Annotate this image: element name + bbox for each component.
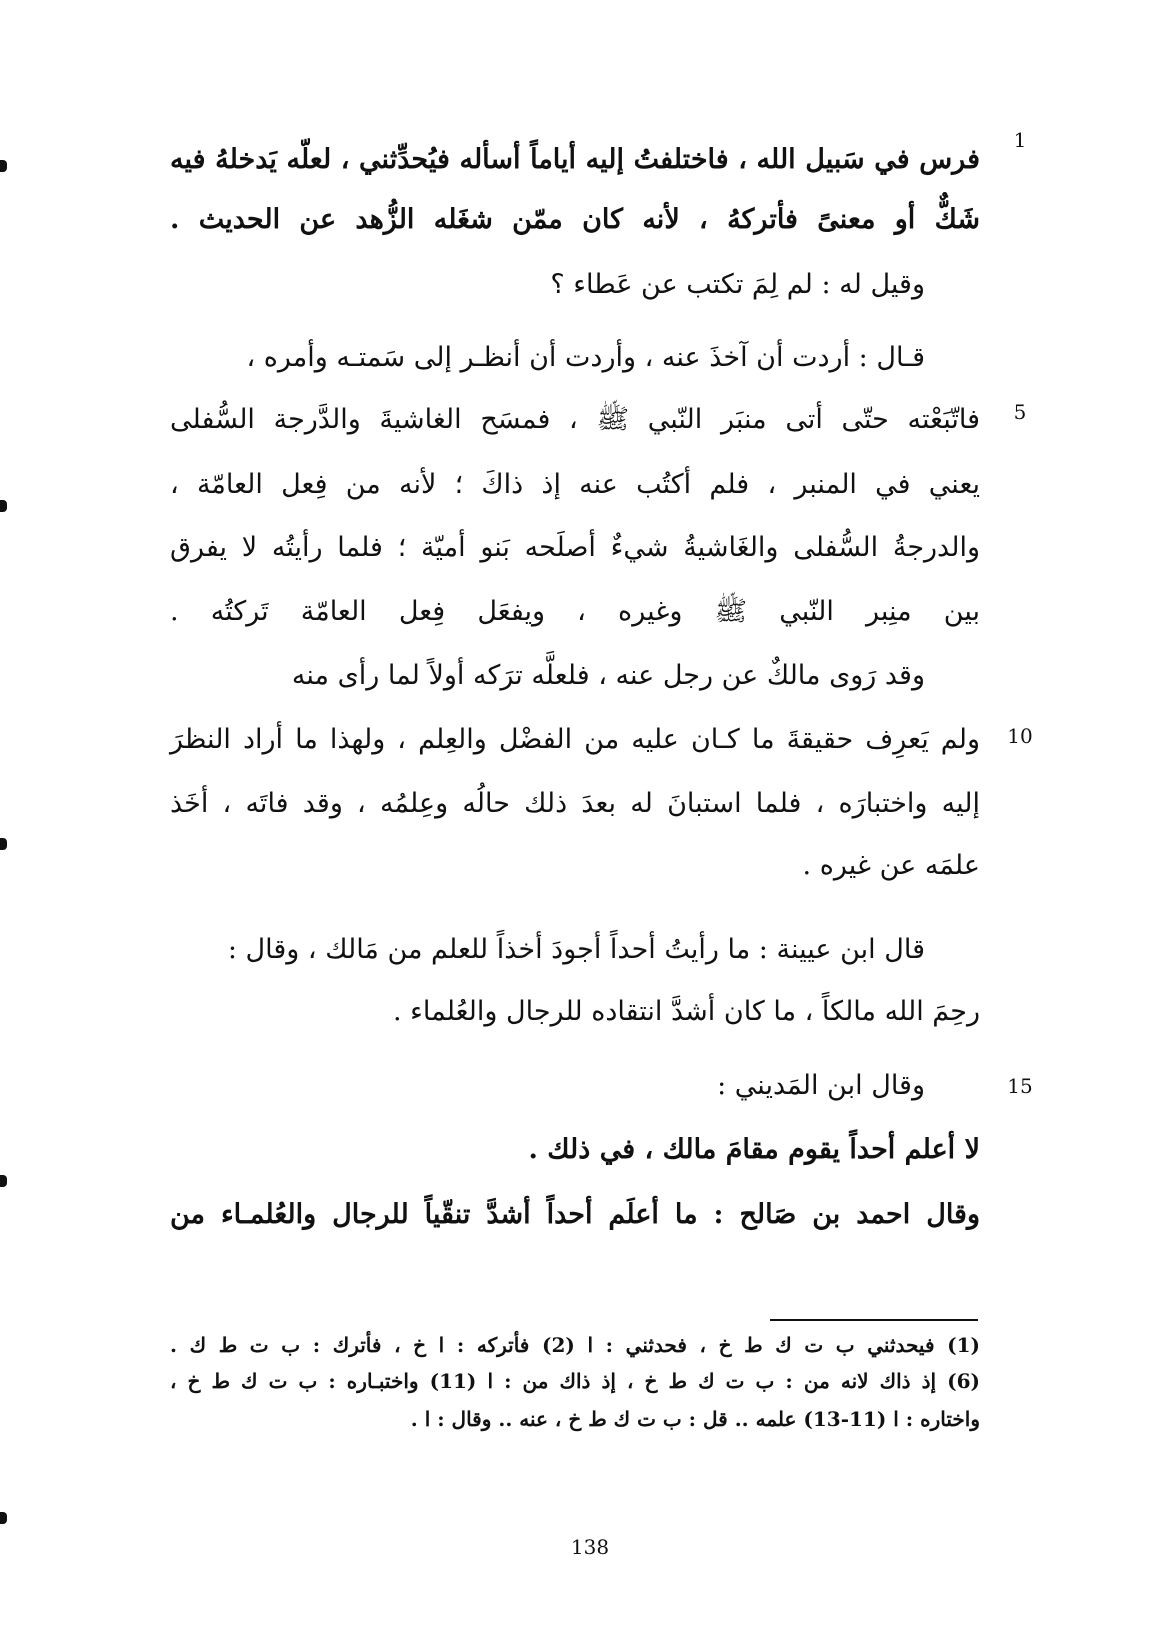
text-line: يعني في المنبر ، فلم أكتُب عنه إذ ذاكَ ؛ لأنه من فِعل العامّة ، <box>170 469 980 500</box>
text-line: شَكٌّ أو معنىً فأتركهُ ، لأنه كان ممّن شغَله الزُّهد عن الحديث . <box>170 204 980 235</box>
text-line: بين منِبر النّبي ﷺ وغيره ، ويفعَل فِعل العامّة تَركتُه . <box>170 596 980 627</box>
line-number: 15 <box>1007 1074 1033 1098</box>
scan-mark <box>0 838 7 850</box>
line-number: 5 <box>1013 400 1027 424</box>
footnote-separator <box>770 1319 978 1321</box>
footnote-line: (6) إذ ذاك لانه من : ب ت ك ط خ ، إذ ذاك من : ا (11) واختبـاره : ب ت ك ط خ ، <box>170 1369 980 1393</box>
text-line: وقيل له : لم لِمَ تكتب عن عَطاء ؟ <box>550 269 925 300</box>
scan-mark <box>0 500 7 512</box>
scan-mark <box>0 1175 7 1187</box>
text-line: لا أعلم أحداً يقوم مقامَ مالك ، في ذلك . <box>528 1134 980 1165</box>
text-line: رحِمَ الله مالكاً ، ما كان أشدَّ انتقاده للرجال والعُلماء . <box>393 996 980 1027</box>
scan-mark <box>0 160 7 172</box>
line-number: 1 <box>1013 128 1027 152</box>
text-line: علمَه عن غيره . <box>802 850 980 881</box>
text-line: والدرجةُ السُّفلى والغَاشيةُ شيءٌ أصلَحه بَنو أميّة ؛ فلما رأيتُه لا يفرق <box>170 532 980 563</box>
page-number: 138 <box>570 1535 610 1559</box>
scan-mark <box>0 1512 7 1524</box>
text-line: قـال : أردت أن آخذَ عنه ، وأردت أن أنظـر إلى سَمتـه وأمره ، <box>246 342 925 373</box>
text-line: وقال احمد بن صَالح : ما أعلَم أحداً أشدَّ تنقّياً للرجال والعُلمـاء من <box>170 1199 980 1230</box>
text-line: وقال ابن المَديني : <box>717 1070 925 1101</box>
text-line: وقد رَوى مالكٌ عن رجل عنه ، فلعلَّه ترَكه أولاً لما رأى منه <box>291 660 925 691</box>
text-line: إليه واختبارَه ، فلما استبانَ له بعدَ ذلك حالُه وعِلمُه ، وقد فاتَه ، أخَذ <box>170 788 980 819</box>
text-line: قال ابن عيينة : ما رأيتُ أحداً أجودَ أخذاً للعلم من مَالك ، وقال : <box>227 934 925 965</box>
text-line: فاتّبَعْته حتّى أتى منبَر النّبي ﷺ ، فمسَح الغاشيةَ والدَّرجة السُّفلى <box>170 404 980 435</box>
footnote-line: (1) فيحدثني ب ت ك ط خ ، فحدثني : ا (2) فأتركه : ا خ ، فأترك : ب ت ط ك . <box>170 1333 980 1357</box>
line-number: 10 <box>1007 724 1033 748</box>
footnote-line: واختاره : ا (11-13) علمه .. قل : ب ت ك ط خ ، عنه .. وقال : ا . <box>410 1407 980 1431</box>
text-line: فرس في سَبيل الله ، فاختلفتُ إليه أياماً أسأله فيُحدِّثني ، لعلّه يَدخلهُ فيه <box>170 144 980 175</box>
text-line: ولم يَعرِف حقيقةَ ما كـان عليه من الفضْل والعِلم ، ولهذا ما أراد النظرَ <box>170 724 980 755</box>
